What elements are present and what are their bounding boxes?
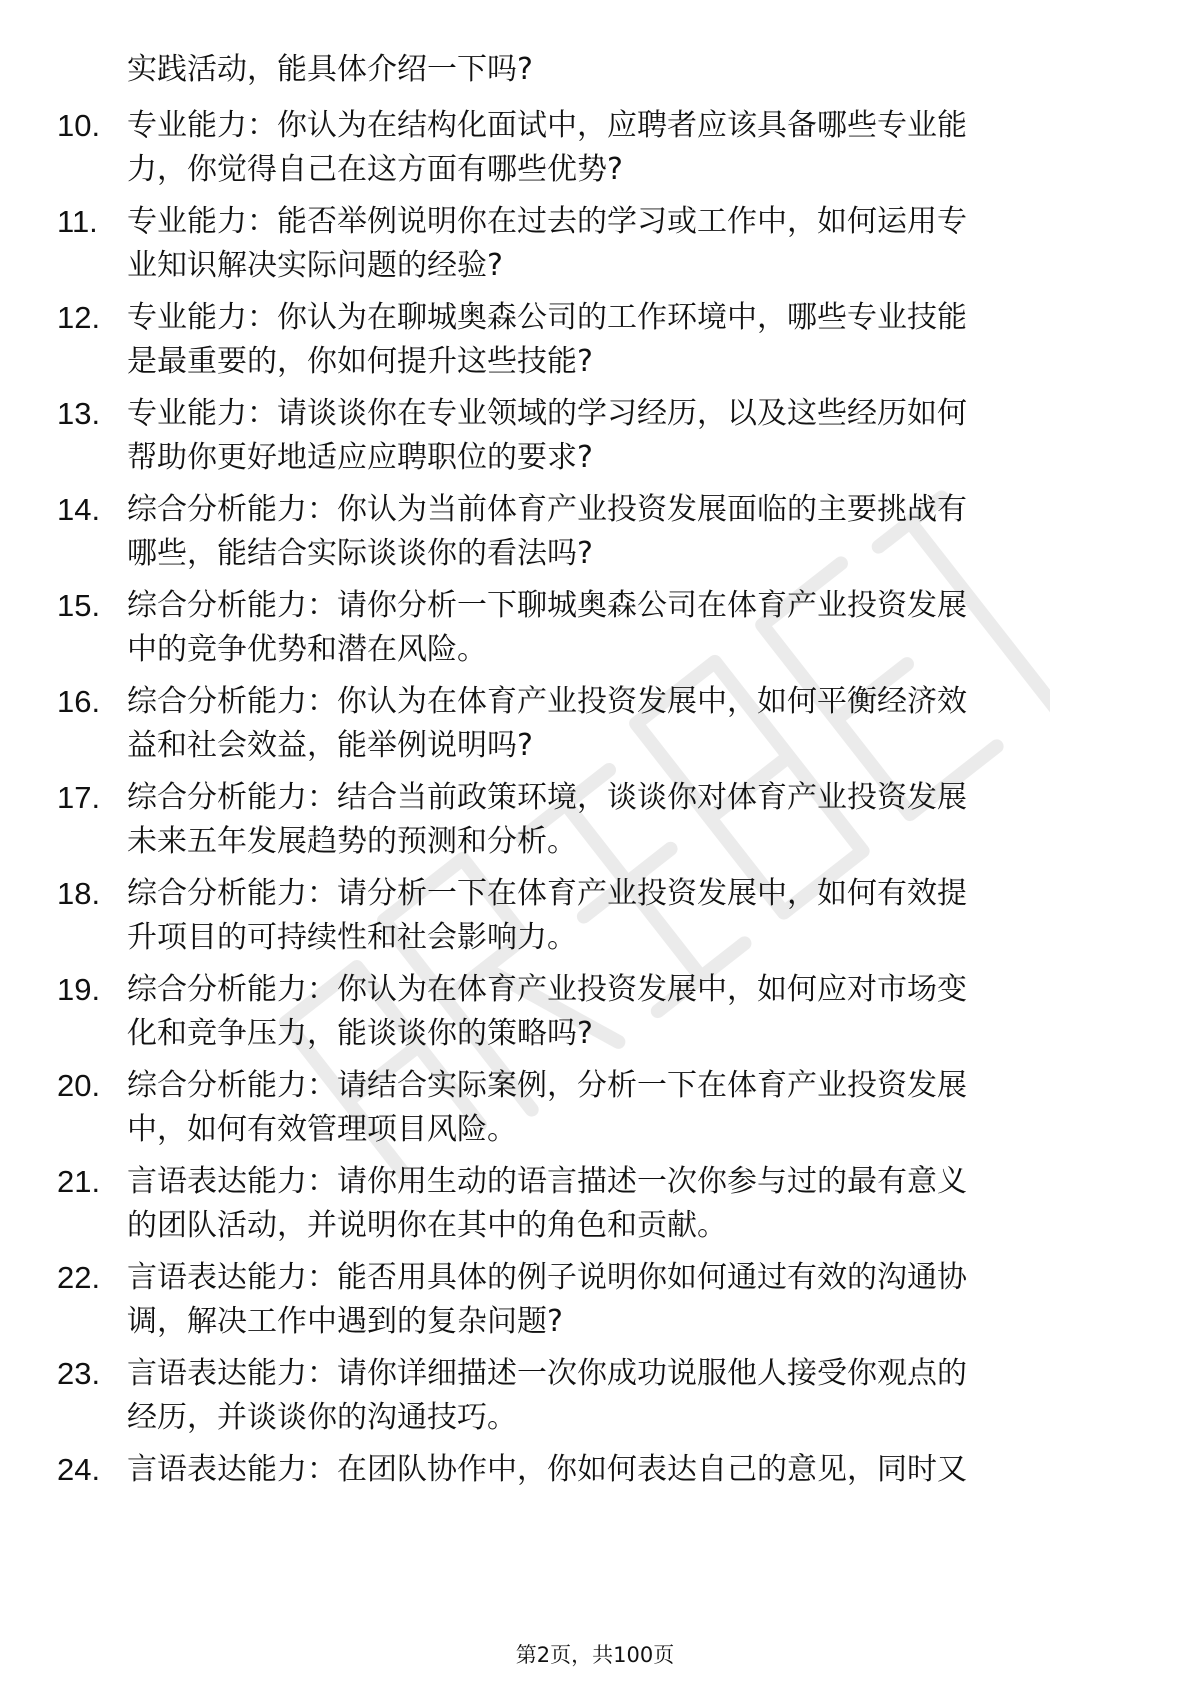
list-item <box>0 1256 1190 1352</box>
question-number: 19. <box>57 972 101 1007</box>
question-text-cont: 化和竞争压力，能谈谈你的策略吗? <box>127 1016 593 1051</box>
question-number: 12. <box>57 300 101 335</box>
question-number: 17. <box>57 780 101 815</box>
list-item <box>0 968 1190 1064</box>
question-text: 专业能力：能否举例说明你在过去的学习或工作中，如何运用专 <box>127 204 967 239</box>
question-text-cont: 升项目的可持续性和社会影响力。 <box>127 920 577 955</box>
question-text-cont: 益和社会效益，能举例说明吗? <box>127 728 533 763</box>
list-item <box>0 104 1190 200</box>
list-item <box>0 872 1190 968</box>
question-text: 言语表达能力：请你详细描述一次你成功说服他人接受你观点的 <box>127 1356 967 1391</box>
question-text-cont: 业知识解决实际问题的经验? <box>127 248 503 283</box>
list-item <box>0 296 1190 392</box>
list-item <box>0 776 1190 872</box>
question-text-cont: 帮助你更好地适应应聘职位的要求? <box>127 440 593 475</box>
question-text: 专业能力：请谈谈你在专业领域的学习经历，以及这些经历如何 <box>127 396 967 431</box>
question-text-cont: 中，如何有效管理项目风险。 <box>127 1112 517 1147</box>
question-number: 16. <box>57 684 101 719</box>
question-text: 综合分析能力：你认为在体育产业投资发展中，如何应对市场变 <box>127 972 967 1007</box>
question-text-cont: 是最重要的，你如何提升这些技能? <box>127 344 593 379</box>
list-item <box>0 1160 1190 1256</box>
question-text: 言语表达能力：在团队协作中，你如何表达自己的意见，同时又 <box>127 1452 967 1487</box>
question-text: 专业能力：你认为在聊城奥森公司的工作环境中，哪些专业技能 <box>127 300 967 335</box>
question-text-cont: 力，你觉得自己在这方面有哪些优势? <box>127 152 623 187</box>
question-number: 20. <box>57 1068 101 1103</box>
continuation-text: 实践活动，能具体介绍一下吗? <box>127 52 533 87</box>
list-item <box>0 1064 1190 1160</box>
question-text: 言语表达能力：能否用具体的例子说明你如何通过有效的沟通协 <box>127 1260 967 1295</box>
question-text-cont: 经历，并谈谈你的沟通技巧。 <box>127 1400 517 1435</box>
list-item <box>0 392 1190 488</box>
question-text: 言语表达能力：请你用生动的语言描述一次你参与过的最有意义 <box>127 1164 967 1199</box>
question-text: 综合分析能力：请结合实际案例，分析一下在体育产业投资发展 <box>127 1068 967 1103</box>
question-text: 综合分析能力：你认为当前体育产业投资发展面临的主要挑战有 <box>127 492 967 527</box>
list-item <box>0 584 1190 680</box>
question-number: 10. <box>57 108 101 143</box>
list-item <box>0 488 1190 584</box>
question-text-cont: 的团队活动，并说明你在其中的角色和贡献。 <box>127 1208 727 1243</box>
page-footer: 第2页，共100页 <box>515 1643 675 1667</box>
question-number: 13. <box>57 396 101 431</box>
list-item <box>0 200 1190 296</box>
question-text: 综合分析能力：请你分析一下聊城奥森公司在体育产业投资发展 <box>127 588 967 623</box>
question-number: 21. <box>57 1164 101 1199</box>
question-text: 综合分析能力：请分析一下在体育产业投资发展中，如何有效提 <box>127 876 967 911</box>
list-item <box>0 1448 1190 1544</box>
question-text-cont: 中的竞争优势和潜在风险。 <box>127 632 487 667</box>
question-text: 综合分析能力：你认为在体育产业投资发展中，如何平衡经济效 <box>127 684 967 719</box>
question-text: 综合分析能力：结合当前政策环境，谈谈你对体育产业投资发展 <box>127 780 967 815</box>
question-text-cont: 调，解决工作中遇到的复杂问题? <box>127 1304 563 1339</box>
question-text: 专业能力：你认为在结构化面试中，应聘者应该具备哪些专业能 <box>127 108 967 143</box>
question-text-cont: 未来五年发展趋势的预测和分析。 <box>127 824 577 859</box>
question-number: 22. <box>57 1260 101 1295</box>
question-number: 15. <box>57 588 101 623</box>
list-item <box>0 680 1190 776</box>
question-number: 14. <box>57 492 101 527</box>
question-text-cont: 哪些，能结合实际谈谈你的看法吗? <box>127 536 593 571</box>
question-number: 23. <box>57 1356 101 1391</box>
question-number: 11. <box>57 204 98 239</box>
list-item <box>0 1352 1190 1448</box>
question-number: 18. <box>57 876 101 911</box>
question-number: 24. <box>57 1452 101 1487</box>
